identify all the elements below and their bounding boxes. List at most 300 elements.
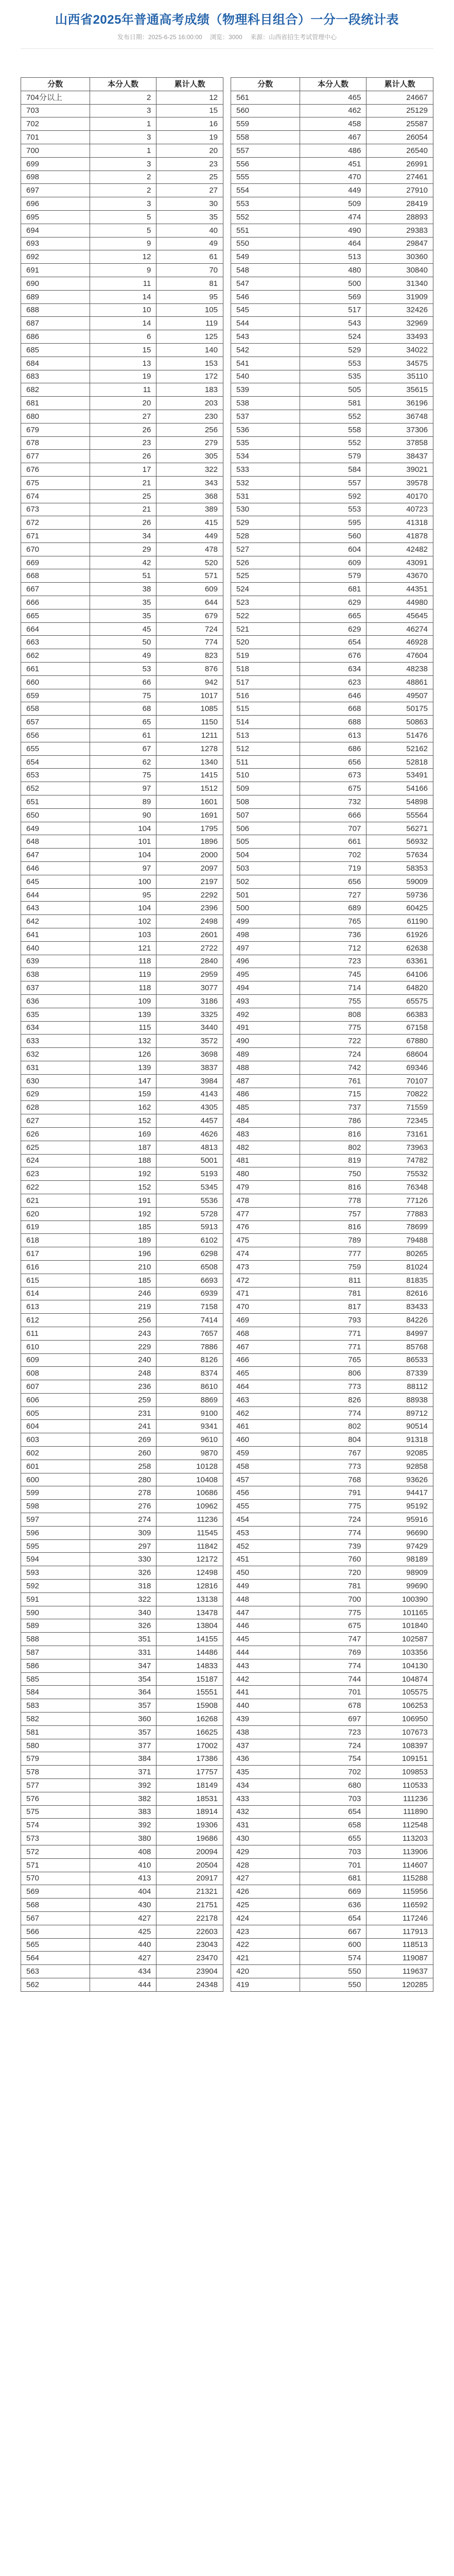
score-cell: 574 [21, 1819, 90, 1832]
cumulative-cell: 35615 [366, 383, 433, 397]
cumulative-cell: 15551 [156, 1686, 223, 1699]
score-cell: 637 [21, 981, 90, 995]
score-cell: 577 [21, 1779, 90, 1792]
table-row [21, 968, 223, 981]
cumulative-cell: 81024 [366, 1260, 433, 1274]
view-count: 浏览：3000 [210, 33, 242, 41]
cumulative-cell: 5536 [156, 1194, 223, 1207]
count-cell: 3 [90, 104, 156, 117]
score-cell: 564 [21, 1952, 90, 1965]
count-cell: 169 [90, 1127, 156, 1141]
score-cell: 699 [21, 157, 90, 171]
score-cell: 630 [21, 1074, 90, 1088]
count-cell: 669 [300, 1885, 366, 1899]
table-row [21, 795, 223, 809]
table-row [21, 1486, 223, 1500]
cumulative-cell: 50175 [366, 702, 433, 716]
count-cell: 584 [300, 463, 366, 477]
score-cell: 468 [231, 1327, 300, 1340]
score-cell: 420 [231, 1965, 300, 1978]
table-row [21, 184, 223, 197]
score-cell: 432 [231, 1805, 300, 1819]
count-cell: 3 [90, 157, 156, 171]
cumulative-cell: 6939 [156, 1287, 223, 1300]
table-row [231, 1646, 433, 1659]
table-row [231, 1353, 433, 1367]
count-cell: 689 [300, 902, 366, 915]
table-row [21, 1260, 223, 1274]
count-cell: 392 [90, 1819, 156, 1832]
score-cell: 460 [231, 1433, 300, 1447]
count-cell: 2 [90, 171, 156, 184]
count-cell: 558 [300, 423, 366, 436]
count-cell: 557 [300, 476, 366, 489]
count-cell: 816 [300, 1181, 366, 1194]
count-cell: 707 [300, 822, 366, 835]
score-cell: 483 [231, 1127, 300, 1141]
score-cell: 691 [21, 264, 90, 277]
table-row [21, 636, 223, 649]
table-row [21, 171, 223, 184]
cumulative-cell: 55564 [366, 808, 433, 822]
count-cell: 192 [90, 1167, 156, 1181]
table-row [231, 1101, 433, 1114]
score-cell: 490 [231, 1035, 300, 1048]
score-cell: 645 [21, 875, 90, 888]
score-cell: 467 [231, 1340, 300, 1353]
count-cell: 712 [300, 941, 366, 955]
count-cell: 742 [300, 1061, 366, 1074]
table-row [231, 1925, 433, 1938]
score-cell: 555 [231, 171, 300, 184]
count-cell: 45 [90, 622, 156, 636]
cumulative-cell: 1795 [156, 822, 223, 835]
table-row [21, 157, 223, 171]
count-cell: 392 [90, 1779, 156, 1792]
score-cell: 516 [231, 689, 300, 702]
cumulative-cell: 95 [156, 290, 223, 303]
cumulative-cell: 74782 [366, 1154, 433, 1167]
cumulative-cell: 12816 [156, 1580, 223, 1593]
score-cell: 687 [21, 317, 90, 330]
table-row [231, 1048, 433, 1061]
cumulative-cell: 78699 [366, 1221, 433, 1234]
table-row [231, 1380, 433, 1394]
cumulative-cell: 305 [156, 450, 223, 463]
header-count: 本分人数 [90, 78, 156, 91]
cumulative-cell: 101165 [366, 1606, 433, 1619]
cumulative-cell: 77883 [366, 1207, 433, 1221]
cumulative-cell: 70107 [366, 1074, 433, 1088]
score-cell: 485 [231, 1101, 300, 1114]
count-cell: 241 [90, 1420, 156, 1433]
count-cell: 654 [300, 636, 366, 649]
score-cell: 529 [231, 516, 300, 530]
table-row [231, 755, 433, 769]
cumulative-cell: 22178 [156, 1911, 223, 1925]
table-row [21, 1526, 223, 1539]
score-cell: 603 [21, 1433, 90, 1447]
score-cell: 465 [231, 1367, 300, 1380]
table-row [21, 1500, 223, 1513]
count-cell: 636 [300, 1899, 366, 1912]
count-cell: 189 [90, 1234, 156, 1247]
count-cell: 269 [90, 1433, 156, 1447]
table-row [231, 902, 433, 915]
cumulative-cell: 5001 [156, 1154, 223, 1167]
table-row [21, 596, 223, 609]
count-cell: 42 [90, 556, 156, 569]
cumulative-cell: 774 [156, 636, 223, 649]
table-row [231, 583, 433, 596]
count-cell: 97 [90, 782, 156, 795]
count-cell: 675 [300, 782, 366, 795]
score-cell: 615 [21, 1274, 90, 1287]
table-row [231, 1872, 433, 1885]
count-cell: 360 [90, 1713, 156, 1726]
count-cell: 309 [90, 1526, 156, 1539]
cumulative-cell: 81835 [366, 1274, 433, 1287]
count-cell: 804 [300, 1433, 366, 1447]
score-cell: 569 [21, 1885, 90, 1899]
table-row [21, 808, 223, 822]
cumulative-cell: 279 [156, 436, 223, 450]
table-row [21, 1234, 223, 1247]
score-cell: 419 [231, 1978, 300, 1991]
table-row [21, 1686, 223, 1699]
table-row [21, 835, 223, 849]
table-row [21, 689, 223, 702]
count-cell: 517 [300, 303, 366, 317]
score-cell: 592 [21, 1580, 90, 1593]
count-cell: 382 [90, 1792, 156, 1805]
cumulative-cell: 90514 [366, 1420, 433, 1433]
count-cell: 347 [90, 1659, 156, 1672]
table-row [21, 1367, 223, 1380]
cumulative-cell: 415 [156, 516, 223, 530]
count-cell: 26 [90, 516, 156, 530]
cumulative-cell: 82616 [366, 1287, 433, 1300]
table-row [231, 184, 433, 197]
cumulative-cell: 49 [156, 237, 223, 250]
table-row [231, 1234, 433, 1247]
table-row [231, 1580, 433, 1593]
count-cell: 191 [90, 1194, 156, 1207]
cumulative-cell: 4457 [156, 1114, 223, 1128]
score-cell: 594 [21, 1553, 90, 1566]
count-cell: 185 [90, 1221, 156, 1234]
cumulative-cell: 96690 [366, 1526, 433, 1539]
table-row [231, 1779, 433, 1792]
count-cell: 243 [90, 1327, 156, 1340]
score-cell: 478 [231, 1194, 300, 1207]
score-cell: 492 [231, 1008, 300, 1021]
cumulative-cell: 17757 [156, 1766, 223, 1779]
score-cell: 620 [21, 1207, 90, 1221]
cumulative-cell: 63361 [366, 955, 433, 968]
score-cell: 593 [21, 1566, 90, 1580]
score-cell: 547 [231, 277, 300, 290]
table-row [21, 264, 223, 277]
count-cell: 771 [300, 1327, 366, 1340]
table-row [231, 981, 433, 995]
score-cell: 469 [231, 1314, 300, 1327]
cumulative-cell: 70822 [366, 1088, 433, 1101]
score-cell: 445 [231, 1633, 300, 1646]
cumulative-cell: 876 [156, 663, 223, 676]
cumulative-cell: 13478 [156, 1606, 223, 1619]
table-row [21, 1393, 223, 1406]
count-cell: 104 [90, 822, 156, 835]
score-cell: 430 [231, 1832, 300, 1845]
count-cell: 90 [90, 808, 156, 822]
table-row [231, 1433, 433, 1447]
cumulative-cell: 30840 [366, 264, 433, 277]
cumulative-cell: 389 [156, 503, 223, 516]
table-row [231, 436, 433, 450]
score-cell: 588 [21, 1633, 90, 1646]
table-row [231, 968, 433, 981]
count-cell: 688 [300, 716, 366, 729]
count-cell: 38 [90, 583, 156, 596]
count-cell: 793 [300, 1314, 366, 1327]
table-row [231, 1965, 433, 1978]
count-cell: 15 [90, 343, 156, 357]
table-row [21, 1008, 223, 1021]
count-cell: 771 [300, 1340, 366, 1353]
table-row [21, 1473, 223, 1486]
table-row [231, 622, 433, 636]
cumulative-cell: 60425 [366, 902, 433, 915]
table-row [21, 902, 223, 915]
table-row [21, 370, 223, 383]
score-cell: 523 [231, 596, 300, 609]
cumulative-cell: 27 [156, 184, 223, 197]
count-cell: 666 [300, 808, 366, 822]
cumulative-cell: 118513 [366, 1938, 433, 1952]
score-cell: 670 [21, 543, 90, 556]
score-cell: 674 [21, 489, 90, 503]
table-row [21, 1513, 223, 1527]
cumulative-cell: 15187 [156, 1672, 223, 1686]
table-row [231, 303, 433, 317]
cumulative-cell: 40170 [366, 489, 433, 503]
table-row [231, 1420, 433, 1433]
cumulative-cell: 99690 [366, 1580, 433, 1593]
score-cell: 611 [21, 1327, 90, 1340]
table-row [231, 117, 433, 131]
table-row [21, 1141, 223, 1154]
table-row [231, 210, 433, 224]
table-row [231, 1221, 433, 1234]
score-cell: 683 [21, 370, 90, 383]
table-row [21, 503, 223, 516]
table-row [231, 609, 433, 622]
score-cell: 463 [231, 1393, 300, 1406]
count-cell: 318 [90, 1580, 156, 1593]
score-cell: 571 [21, 1858, 90, 1872]
count-cell: 159 [90, 1088, 156, 1101]
table-row [231, 1766, 433, 1779]
cumulative-cell: 3698 [156, 1048, 223, 1061]
count-cell: 20 [90, 397, 156, 410]
count-cell: 326 [90, 1619, 156, 1633]
table-row [231, 157, 433, 171]
count-cell: 434 [90, 1965, 156, 1978]
count-cell: 723 [300, 1725, 366, 1739]
score-cell: 517 [231, 675, 300, 689]
count-cell: 490 [300, 224, 366, 237]
count-cell: 152 [90, 1181, 156, 1194]
table-row [21, 1274, 223, 1287]
table-body-left [21, 91, 223, 1991]
score-cell: 629 [21, 1088, 90, 1101]
score-cell: 436 [231, 1752, 300, 1766]
cumulative-cell: 19306 [156, 1819, 223, 1832]
cumulative-cell: 8610 [156, 1380, 223, 1394]
table-row [231, 1207, 433, 1221]
count-cell: 634 [300, 663, 366, 676]
score-cell: 424 [231, 1911, 300, 1925]
table-row [231, 1247, 433, 1261]
count-cell: 629 [300, 596, 366, 609]
score-cell: 458 [231, 1460, 300, 1473]
cumulative-cell: 115288 [366, 1872, 433, 1885]
score-cell: 451 [231, 1553, 300, 1566]
cumulative-cell: 35110 [366, 370, 433, 383]
score-cell: 619 [21, 1221, 90, 1234]
score-cell: 441 [231, 1686, 300, 1699]
score-cell: 568 [21, 1899, 90, 1912]
count-cell: 613 [300, 729, 366, 742]
score-cell: 494 [231, 981, 300, 995]
count-cell: 9 [90, 237, 156, 250]
count-cell: 661 [300, 835, 366, 849]
table-row [231, 1553, 433, 1566]
score-cell: 431 [231, 1819, 300, 1832]
count-cell: 451 [300, 157, 366, 171]
cumulative-cell: 46274 [366, 622, 433, 636]
table-row [21, 928, 223, 942]
count-cell: 723 [300, 955, 366, 968]
cumulative-cell: 8126 [156, 1353, 223, 1367]
score-cell: 694 [21, 224, 90, 237]
cumulative-cell: 92085 [366, 1447, 433, 1460]
count-cell: 26 [90, 450, 156, 463]
score-cell: 572 [21, 1845, 90, 1858]
count-cell: 330 [90, 1553, 156, 1566]
cumulative-cell: 22603 [156, 1925, 223, 1938]
cumulative-cell: 18914 [156, 1805, 223, 1819]
count-cell: 248 [90, 1367, 156, 1380]
score-cell: 514 [231, 716, 300, 729]
cumulative-cell: 3186 [156, 994, 223, 1008]
cumulative-cell: 33493 [366, 330, 433, 344]
count-cell: 458 [300, 117, 366, 131]
count-cell: 569 [300, 290, 366, 303]
table-row [21, 144, 223, 157]
cumulative-cell: 26540 [366, 144, 433, 157]
count-cell: 817 [300, 1300, 366, 1314]
table-row [21, 1619, 223, 1633]
table-row [231, 423, 433, 436]
count-cell: 703 [300, 1845, 366, 1858]
count-cell: 701 [300, 1858, 366, 1872]
count-cell: 430 [90, 1899, 156, 1912]
table-row [231, 649, 433, 663]
table-row [231, 383, 433, 397]
score-cell: 515 [231, 702, 300, 716]
count-cell: 118 [90, 981, 156, 995]
cumulative-cell: 4305 [156, 1101, 223, 1114]
count-cell: 246 [90, 1287, 156, 1300]
cumulative-cell: 1896 [156, 835, 223, 849]
cumulative-cell: 37858 [366, 436, 433, 450]
table-row [21, 755, 223, 769]
table-row [231, 91, 433, 104]
score-cell: 429 [231, 1845, 300, 1858]
table-row [21, 1353, 223, 1367]
count-cell: 100 [90, 875, 156, 888]
score-cell: 484 [231, 1114, 300, 1128]
cumulative-cell: 10128 [156, 1460, 223, 1473]
cumulative-cell: 43091 [366, 556, 433, 569]
cumulative-cell: 19686 [156, 1832, 223, 1845]
table-row [231, 1367, 433, 1380]
table-row [231, 862, 433, 875]
count-cell: 646 [300, 689, 366, 702]
cumulative-cell: 85768 [366, 1340, 433, 1353]
score-cell: 552 [231, 210, 300, 224]
count-cell: 413 [90, 1872, 156, 1885]
count-cell: 49 [90, 649, 156, 663]
score-cell: 704分以上 [21, 91, 90, 104]
score-cell: 598 [21, 1500, 90, 1513]
table-row [231, 1739, 433, 1752]
count-cell: 700 [300, 1592, 366, 1606]
cumulative-cell: 36748 [366, 410, 433, 423]
count-cell: 75 [90, 689, 156, 702]
table-row [231, 503, 433, 516]
score-cell: 450 [231, 1566, 300, 1580]
cumulative-cell: 724 [156, 622, 223, 636]
count-cell: 152 [90, 1114, 156, 1128]
cumulative-cell: 3325 [156, 1008, 223, 1021]
cumulative-cell: 87339 [366, 1367, 433, 1380]
table-row [231, 1393, 433, 1406]
table-row [21, 1194, 223, 1207]
cumulative-cell: 75532 [366, 1167, 433, 1181]
score-cell: 654 [21, 755, 90, 769]
cumulative-cell: 1150 [156, 716, 223, 729]
table-row [21, 237, 223, 250]
cumulative-cell: 67158 [366, 1021, 433, 1035]
table-row [231, 397, 433, 410]
table-row [21, 941, 223, 955]
score-cell: 518 [231, 663, 300, 676]
cumulative-cell: 24667 [366, 91, 433, 104]
cumulative-cell: 32426 [366, 303, 433, 317]
cumulative-cell: 38437 [366, 450, 433, 463]
score-cell: 688 [21, 303, 90, 317]
score-cell: 557 [231, 144, 300, 157]
score-cell: 521 [231, 622, 300, 636]
count-cell: 340 [90, 1606, 156, 1619]
score-cell: 481 [231, 1154, 300, 1167]
cumulative-cell: 10962 [156, 1500, 223, 1513]
cumulative-cell: 50863 [366, 716, 433, 729]
count-cell: 13 [90, 357, 156, 370]
